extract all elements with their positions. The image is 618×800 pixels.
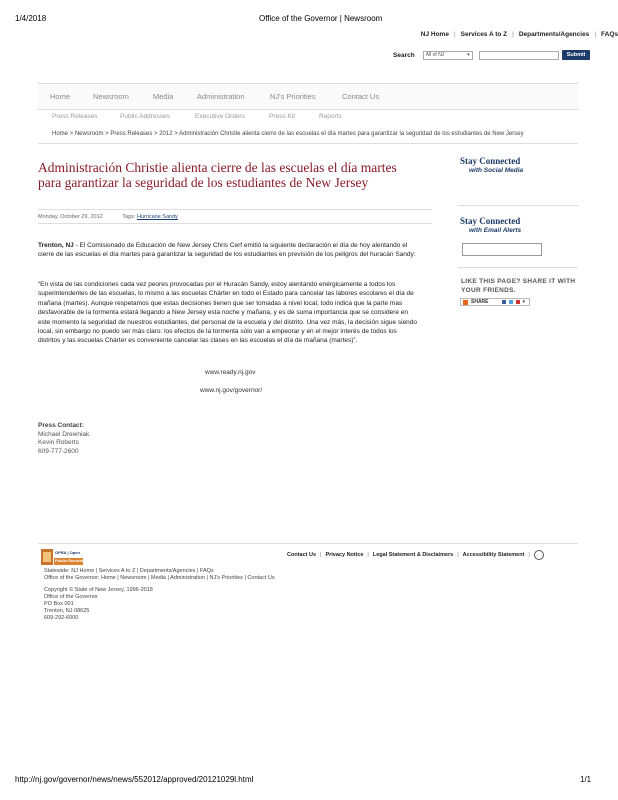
social-heading: Stay Connected (460, 156, 521, 166)
top-nav-services[interactable]: Services A to Z (460, 31, 508, 38)
main-nav-administration[interactable]: Administration (197, 92, 245, 101)
print-url: http://nj.gov/governor/news/news/552012/approved/20121029l.html (15, 775, 254, 784)
share-icon (463, 300, 468, 305)
accessibility-icon[interactable] (534, 550, 544, 560)
top-nav-departments[interactable]: Departments/Agencies (518, 31, 590, 38)
search-input[interactable] (479, 51, 559, 60)
top-nav (421, 31, 618, 38)
share-label: SHARE (471, 299, 489, 305)
office-links[interactable]: Office of the Governor: Home | Newsroom | Media | Administration | NJ's Priorities | Contact Us (44, 575, 275, 581)
nav-divider: | (594, 31, 597, 38)
top-nav-faqs[interactable]: FAQs (601, 31, 618, 38)
nav-divider: | (528, 552, 530, 558)
nav-divider: | (453, 31, 456, 38)
main-nav-newsroom[interactable]: Newsroom (93, 92, 129, 101)
opra-logo-text: Public Records Act (55, 558, 92, 563)
article-title: Administración Christie alienta cierre de las escuelas el día martes para garantizar la seguridad de los estudiantes de New Jersey (38, 160, 397, 190)
copyright: Copyright © State of New Jersey, 1996-2018 (44, 587, 153, 593)
sub-nav-press-releases[interactable]: Press Releases (52, 113, 98, 120)
twitter-icon (509, 300, 513, 304)
sub-nav-public-addresses[interactable]: Public Addresses (120, 113, 170, 120)
share-button[interactable] (460, 298, 530, 306)
print-date: 1/4/2018 (15, 14, 47, 23)
address-phone: 609-292-6000 (44, 615, 79, 621)
email-icon (516, 300, 520, 304)
search-scope-value: All of NJ (425, 52, 445, 58)
main-nav-contact[interactable]: Contact Us (342, 92, 380, 101)
statewide-links[interactable]: Statewide: NJ Home | Services A to Z | Departments/Agencies | FAQs (44, 568, 214, 574)
print-page-number: 1/1 (580, 775, 592, 784)
lead-dateline: Trenton, NJ (38, 242, 74, 249)
search-bar (393, 50, 590, 60)
tags-label: Tags: (122, 214, 136, 220)
address-line: Trenton, NJ 08625 (44, 608, 90, 614)
article-meta (38, 214, 178, 220)
address-line: Office of the Governor (44, 594, 99, 600)
article-lead (38, 241, 418, 260)
main-nav (38, 83, 578, 110)
press-contact (38, 422, 89, 456)
nav-divider: | (512, 31, 514, 38)
sub-nav-reports[interactable]: Reports (319, 113, 342, 120)
footer-links (287, 550, 544, 560)
footer-contact-us[interactable]: Contact Us (287, 552, 317, 558)
main-nav-media[interactable]: Media (153, 92, 174, 101)
breadcrumb[interactable]: Home > Newsroom > Press Releases > 2012 > Administración Christie alienta cierre de las escuelas el día martes para garantizar la seguridad de los estudiantes de New Jersey (52, 131, 524, 137)
search-submit-button[interactable]: Submit (562, 50, 591, 60)
address-line: PO Box 001 (44, 601, 74, 607)
search-scope-select[interactable] (423, 51, 473, 60)
nav-divider: | (367, 552, 369, 558)
social-subheading[interactable]: with Social Media (469, 167, 524, 174)
governor-link[interactable]: www.nj.gov/governor/ (200, 387, 263, 394)
main-nav-home[interactable]: Home (50, 92, 71, 101)
email-subheading[interactable]: with Email Alerts (469, 227, 522, 234)
footer-accessibility[interactable]: Accessibility Statement (462, 552, 525, 558)
opra-logo-text: OPRA | Open (55, 550, 80, 555)
article-quote: “En vista de las condiciones cada vez peores provocadas por el Huracán Sandy, estoy alentando enérgicamente a todos los superintendentes de las escuelas, lo mismo a las escuelas Chárter en todo el Estado para cancelar las labores escolares el día de mañana (martes). Aunque respetamos que estas decisiones tienen que ser tomadas a nivel local, todo indica que la parte mas desfavorable de la tormenta estará llegando a New Jersey esta noche y mañana, y es de suma importancia que se considere en este momento la seguridad de nuestros estudiantes, del personal de la escuela y del distrito. Una vez más, la decisión sigue siendo local, sin embargo no puedo ser más claro: los efectos de la tormenta sólo van a empeorar y en el mejor interés de todos los distritos y las escuelas Chárter es conveniente cancelar las clases en las escuelas el día de mañana (martes)”. (38, 281, 418, 345)
facebook-icon (502, 300, 506, 304)
print-title: Office of the Governor | Newsroom (259, 14, 383, 23)
search-label: Search (393, 51, 415, 59)
contact-name: Michael Drewniak (38, 430, 90, 438)
main-nav-priorities[interactable]: NJ's Priorities (270, 92, 316, 101)
email-input[interactable] (462, 243, 542, 256)
contact-phone: 609-777-2600 (38, 447, 79, 455)
email-heading: Stay Connected (460, 216, 521, 226)
sub-nav-executive-orders[interactable]: Executive Orders (195, 113, 245, 120)
ready-nj-link[interactable]: www.ready.nj.gov (205, 369, 256, 376)
nav-divider: | (320, 552, 322, 558)
divider (38, 543, 578, 544)
nav-divider: | (457, 552, 459, 558)
footer-privacy[interactable]: Privacy Notice (325, 552, 364, 558)
divider (458, 267, 578, 268)
divider (458, 205, 578, 206)
article-date: Monday, October 29, 2012 (38, 214, 103, 220)
contact-label: Press Contact: (38, 422, 84, 429)
divider (38, 223, 432, 224)
divider (38, 209, 432, 210)
more-icon: ▾ (522, 299, 526, 305)
tag-link[interactable]: Hurricane Sandy (136, 214, 178, 220)
lead-text: - El Comisionado de Educación de New Jersey Chris Cerf emitió la siguiente declaración el día de hoy alentando el cierre de las escuelas el día martes para garantizar la seguridad de los estudiantes en previsión de los peligros del huracán Sandy: (38, 242, 416, 259)
chevron-down-icon: ▾ (467, 52, 470, 58)
footer-legal[interactable]: Legal Statement & Disclaimers (372, 552, 454, 558)
contact-name: Kevin Roberts (38, 439, 79, 446)
sub-nav-press-kit[interactable]: Press Kit (269, 113, 296, 120)
share-prompt: LIKE THIS PAGE? SHARE IT WITH YOUR FRIENDS. (461, 278, 576, 294)
divider (38, 143, 578, 144)
top-nav-nj-home[interactable]: NJ Home (420, 31, 449, 38)
opra-logo[interactable] (41, 549, 92, 565)
